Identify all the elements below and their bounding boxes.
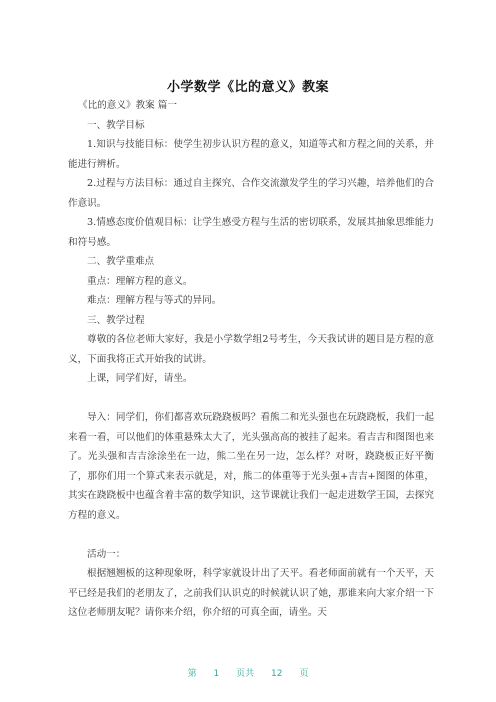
goal-process: 2.过程与方法目标：通过自主探究、合作交流激发学生的学习兴趣，培养他们的合作意识。 bbox=[68, 178, 434, 209]
section-heading-goals: 一、教学目标 bbox=[87, 119, 145, 131]
blank-line bbox=[68, 389, 434, 409]
blank-line bbox=[68, 525, 434, 545]
footer-suffix: 页 bbox=[299, 669, 309, 679]
document-body bbox=[68, 96, 434, 623]
document-subtitle: 《比的意义》教案 篇一 bbox=[78, 100, 177, 111]
section-heading-key-points: 二、教学重难点 bbox=[87, 256, 155, 267]
footer-total-pages: 12 bbox=[271, 669, 283, 679]
section-heading-process: 三、教学过程 bbox=[87, 314, 145, 326]
footer-page-number: 1 bbox=[213, 669, 220, 679]
footer-prefix: 第 bbox=[187, 669, 197, 679]
goal-emotion: 3.情感态度价值观目标：让学生感受方程与生活的密切联系，发展其抽象思维能力和符号感。 bbox=[68, 217, 434, 248]
introduction-paragraph: 导入：同学们，你们都喜欢玩跷跷板吗？看熊二和光头强也在玩跷跷板，我们一起来看一看，可以他们的体重悬殊太大了，光头强高高的被挂了起来。看吉吉和图图也来了。光头强和吉吉涂涂坐在一边，熊二坐在另一边，怎么样？对呀，跷跷板正好平衡了，那你们用一个算式来表示就是，对，熊二的体重等于光头强+吉吉+图图的体重，其实在跷跷板中也蕴含着丰富的数学知识，这节课就让我们一起走进数学王国，去探究方程的意义。 bbox=[68, 412, 434, 521]
activity-one-heading: 活动一： bbox=[87, 548, 126, 560]
page-footer bbox=[0, 666, 496, 679]
goal-knowledge: 1.知识与技能目标：使学生初步认识方程的意义，知道等式和方程之间的关系，并能进行辨析。 bbox=[68, 139, 434, 170]
greeting: 上课，同学们好，请坐。 bbox=[87, 373, 193, 384]
key-point: 重点：理解方程的意义。 bbox=[87, 275, 193, 287]
difficult-point: 难点：理解方程与等式的异同。 bbox=[87, 295, 222, 306]
document-title: 小学数学《比的意义》教案 bbox=[166, 80, 329, 95]
footer-middle: 页共 bbox=[236, 669, 255, 679]
opening-speech: 尊敬的各位老师大家好，我是小学数学组2号考生，今天我试讲的题目是方程的意义，下面我将正式开始我的试讲。 bbox=[68, 334, 434, 365]
activity-one-paragraph: 根据翘翘板的这种现象呀，科学家就设计出了天平。看老师面前就有一个天平，天平已经是我们的老朋友了，之前我们认识克的时候就认识了她，那谁来向大家介绍一下这位老师朋友呢？请你来介绍，你介绍的可真全面，请坐。天 bbox=[68, 568, 434, 618]
